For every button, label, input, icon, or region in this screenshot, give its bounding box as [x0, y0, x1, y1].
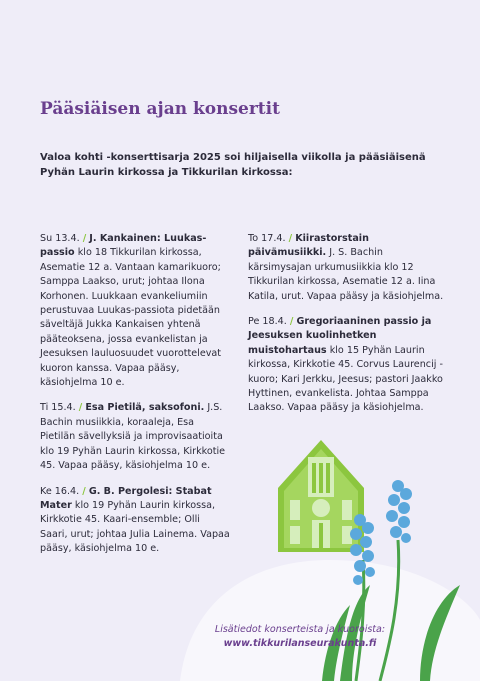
event-entry — [248, 232, 448, 304]
event-entry — [248, 315, 448, 416]
event-date: To 17.4. — [248, 233, 286, 244]
footer-info-text: Lisätiedot konserteista ja kuoroista: — [214, 624, 386, 635]
event-name: Esa Pietilä, saksofoni. — [85, 402, 205, 414]
event-entry — [40, 401, 230, 473]
event-date: Pe 18.4. — [248, 316, 287, 328]
event-name: Kiirastorstain päivämusiikki. — [248, 233, 369, 259]
separator: / — [78, 402, 83, 414]
separator: / — [289, 316, 294, 328]
events-column-right — [248, 232, 448, 427]
event-date: Ti 15.4. — [40, 402, 76, 414]
event-name: Gregoriaaninen passio ja Jeesuksen kuolinhetken muistohartaus — [248, 316, 432, 356]
page-title: Pääsiäisen ajan konsertit — [40, 99, 280, 119]
event-details: klo 15 Pyhän Laurin kirkossa, Kirkkotie 45. Corvus Laurencij -kuoro; Kari Jerkku, Jeesus; pastori Jaakko Hyttinen, evankelista. Johtaa Samppa Laakso. Vapaa pääsy ja käsiohjelma. — [248, 344, 443, 414]
separator: / — [82, 485, 86, 497]
website-link[interactable]: www.tikkurilanseurakunta.fi — [223, 638, 377, 649]
footer — [150, 623, 450, 651]
event-details: J.S. Bachin musiikkia, koraaleja, Esa Pietilän sävellyksiä ja improvisaatioita klo 19 Pyhän Laurin kirkossa, Kirkkotie 45. Vapaa pääsy, käsiohjelma 10 e. — [40, 402, 226, 472]
event-details: klo 19 Pyhän Laurin kirkossa, Kirkkotie 45. Kaari-ensemble; Olli Saari, urut; johtaa Julia Lainema. Vapaa pääsy, käsiohjelma 10 e. — [40, 499, 230, 555]
intro-text: Valoa kohti -konserttisarja 2025 soi hiljaisella viikolla ja pääsiäisenä Pyhän Laurin kirkossa ja Tikkurilan kirkossa: — [40, 152, 426, 178]
event-date: Ke 16.4. — [40, 485, 80, 497]
separator: / — [82, 233, 87, 244]
event-details: J. S. Bachin kärsimysajan urkumusiikkia klo 12 Tikkurilan kirkossa, Asematie 12 a. Iina Katila, urut. Vapaa pääsy ja käsiohjelma. — [248, 247, 444, 302]
event-name: G. B. Pergolesi: Stabat Mater — [40, 485, 212, 511]
event-name: J. Kankainen: Luukas-passio — [40, 233, 207, 259]
event-entry — [40, 232, 230, 390]
event-entry — [40, 485, 230, 557]
separator: / — [288, 233, 293, 244]
events-column-left — [40, 232, 230, 568]
event-details: klo 18 Tikkurilan kirkossa, Asematie 12 a. Vantaan kamarikuoro; Samppa Laakso, urut; johtaa Ilona Korhonen. Luukkaan evankeliumiin perustuvaa Luukas-passiota pidetään säveltäjä Jukka Kankaisen yhtenä pääteoksena, jossa evankelistan ja Jeesuksen lauluosuudet vuorottelevat kuoron kanssa. Vapaa pääsy, käsiohjelma 10 e. — [40, 247, 222, 389]
event-date: Su 13.4. — [40, 233, 80, 244]
